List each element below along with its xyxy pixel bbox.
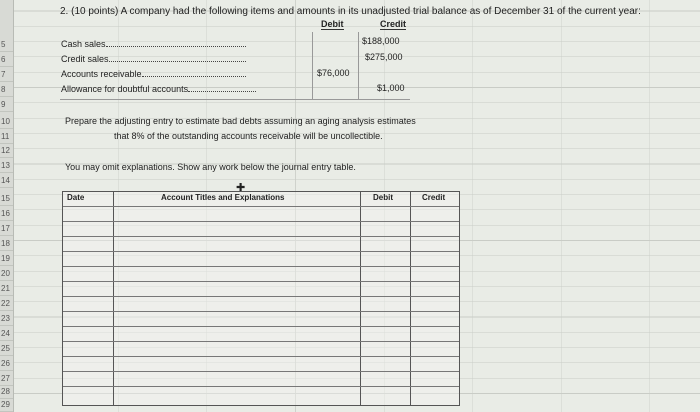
- instruction-line-1: Prepare the adjusting entry to estimate bad debts assuming an aging analysis estimates: [65, 116, 416, 126]
- row-number[interactable]: 26: [0, 356, 13, 371]
- row-number[interactable]: 13: [0, 158, 13, 173]
- trial-balance-divider: [312, 32, 313, 100]
- row-number[interactable]: 20: [0, 266, 13, 281]
- row-number[interactable]: 29: [0, 397, 13, 412]
- row-number[interactable]: 6: [0, 52, 13, 67]
- trial-balance-debit-amount: $76,000: [317, 68, 350, 78]
- trial-balance-debit-header: Debit: [321, 19, 344, 29]
- journal-row-line: [63, 266, 459, 267]
- trial-balance-item: [61, 54, 246, 64]
- row-number[interactable]: 14: [0, 173, 13, 188]
- question-title: 2. (10 points) A company had the following items and amounts in its unadjusted trial balance as of December 31 of the current year:: [60, 6, 641, 17]
- instruction-line-2: that 8% of the outstanding accounts receivable will be uncollectible.: [114, 131, 383, 141]
- journal-row-line: [63, 251, 459, 252]
- journal-col-credit: Credit: [422, 193, 446, 202]
- row-number[interactable]: 19: [0, 251, 13, 266]
- row-number[interactable]: 10: [0, 114, 13, 129]
- trial-balance-credit-amount: $188,000: [362, 36, 400, 46]
- journal-row-line: [63, 386, 459, 387]
- trial-balance-credit-amount: $275,000: [365, 52, 403, 62]
- trial-balance-item: [61, 39, 246, 49]
- row-number[interactable]: 22: [0, 296, 13, 311]
- trial-balance-credit-header: Credit: [380, 19, 407, 29]
- trial-balance-item-label: Cash sales: [61, 39, 106, 49]
- cell-cursor-icon: ✚: [236, 182, 246, 194]
- row-number[interactable]: 15: [0, 191, 13, 206]
- row-number[interactable]: 18: [0, 236, 13, 251]
- row-number[interactable]: 24: [0, 326, 13, 341]
- journal-row-line: [63, 311, 459, 312]
- row-number[interactable]: 16: [0, 206, 13, 221]
- journal-row-line: [63, 371, 459, 372]
- journal-divider: [410, 192, 411, 405]
- journal-col-account: Account Titles and Explanations: [161, 193, 285, 202]
- trial-balance-item: [61, 84, 256, 94]
- journal-row-line: [63, 236, 459, 237]
- journal-row-line: [63, 281, 459, 282]
- trial-balance-item-label: Credit sales: [61, 54, 109, 64]
- journal-divider: [360, 192, 361, 405]
- trial-balance-item-label: Accounts receivable: [61, 69, 142, 79]
- row-header-column: [0, 0, 14, 412]
- trial-balance-bottom-line: [60, 99, 410, 100]
- row-number[interactable]: 21: [0, 281, 13, 296]
- row-number[interactable]: 9: [0, 97, 13, 112]
- row-number[interactable]: 17: [0, 221, 13, 236]
- journal-divider: [113, 192, 114, 405]
- journal-row-line: [63, 221, 459, 222]
- row-number[interactable]: 5: [0, 37, 13, 52]
- journal-entry-table[interactable]: [62, 191, 460, 406]
- trial-balance-item-label: Allowance for doubtful accounts: [61, 84, 189, 94]
- row-number[interactable]: 7: [0, 67, 13, 82]
- row-number[interactable]: 27: [0, 371, 13, 386]
- journal-row-line: [63, 356, 459, 357]
- journal-row-line: [63, 326, 459, 327]
- journal-row-line: [63, 341, 459, 342]
- row-number[interactable]: 8: [0, 82, 13, 97]
- journal-row-line: [63, 296, 459, 297]
- row-number[interactable]: 28: [0, 384, 13, 399]
- journal-col-debit: Debit: [373, 193, 393, 202]
- row-number[interactable]: 11: [0, 129, 13, 144]
- trial-balance-credit-amount: $1,000: [377, 83, 405, 93]
- instruction-line-3: You may omit explanations. Show any work below the journal entry table.: [65, 162, 356, 172]
- trial-balance-item: [61, 69, 246, 79]
- journal-row-line: [63, 206, 459, 207]
- journal-col-date: Date: [67, 193, 85, 202]
- row-number[interactable]: 12: [0, 143, 13, 158]
- row-number[interactable]: 25: [0, 341, 13, 356]
- row-number[interactable]: 23: [0, 311, 13, 326]
- trial-balance-divider: [358, 32, 359, 100]
